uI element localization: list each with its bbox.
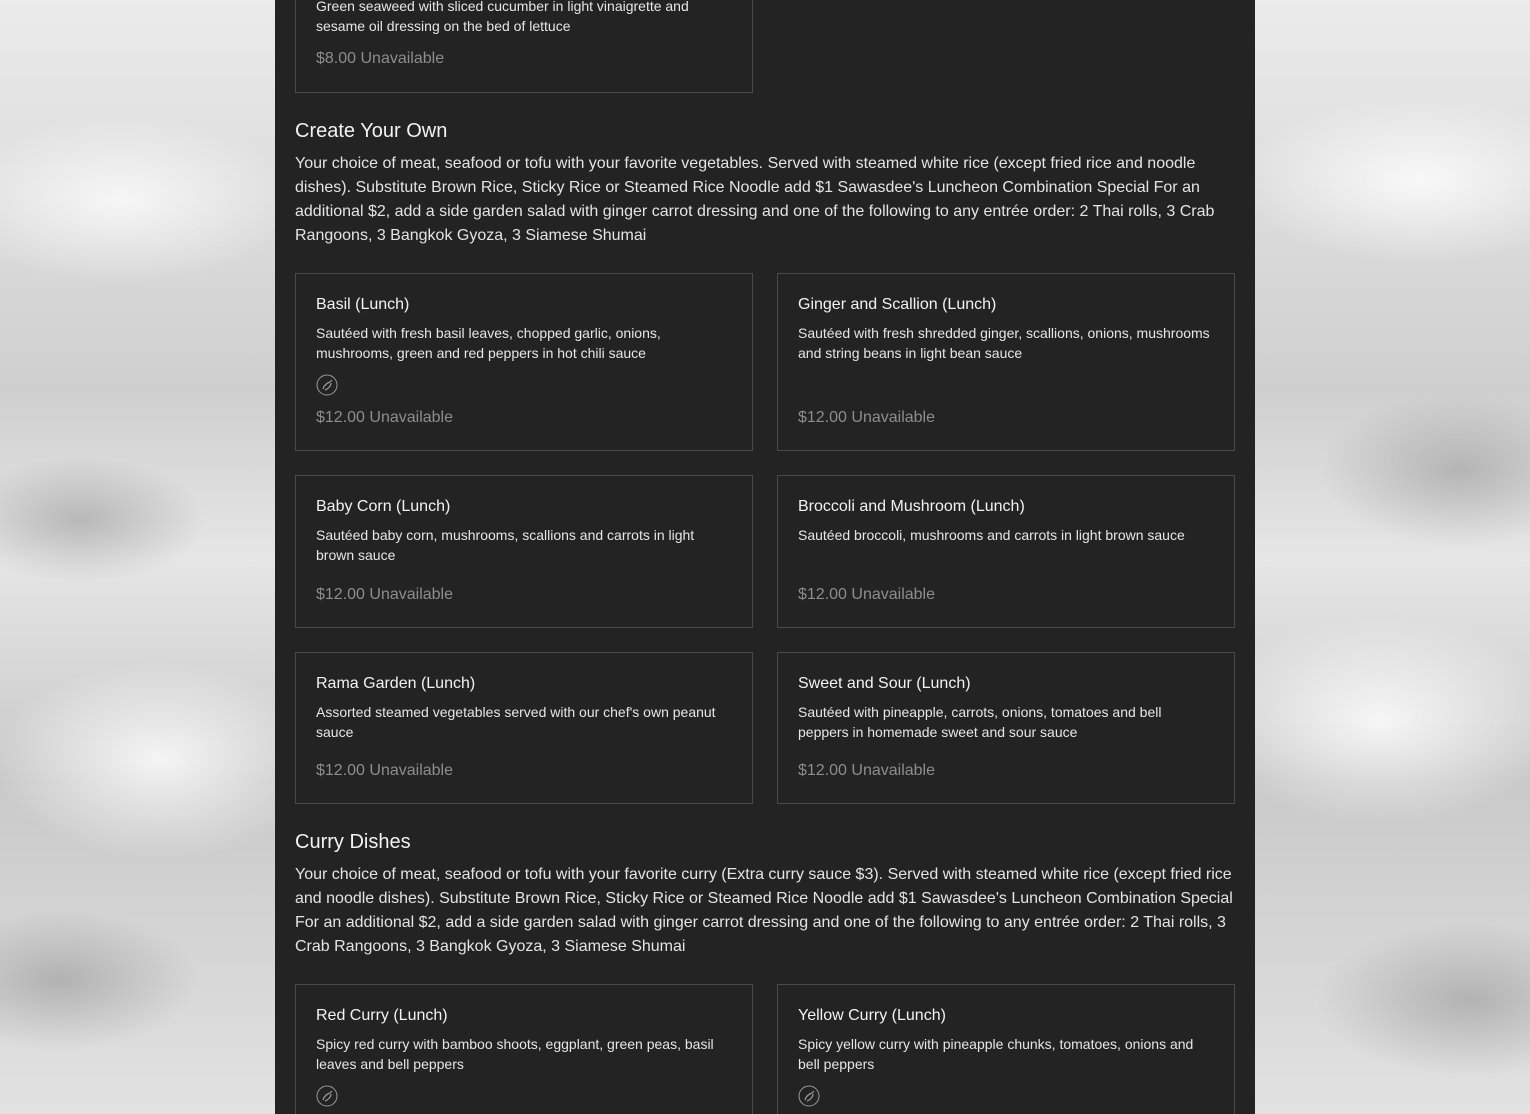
menu-item-card[interactable] [295,984,753,1114]
menu-item-card[interactable] [295,475,753,628]
spicy-pepper-icon [316,1085,338,1107]
section-description: Your choice of meat, seafood or tofu with your favorite curry (Extra curry sauce $3). Served with steamed white rice (except fried rice and noodle dishes). Substitute Brown Rice, Sticky Rice or Steamed Rice Noodle add $1 Sawasdee's Luncheon Combination Special For an additional $2, add a side garden salad with ginger carrot dressing and one of the following to any entrée order: 2 Thai rolls, 3 Crab Rangoons, 3 Bangkok Gyoza, 3 Siamese Shumai [295,866,1233,955]
item-description: Sautéed broccoli, mushrooms and carrots in light brown sauce [798,527,1185,543]
item-price-row [316,408,453,428]
item-status: Unavailable [369,762,453,779]
item-description: Spicy yellow curry with pineapple chunks, tomatoes, onions and bell peppers [798,1036,1194,1072]
section-title: Curry Dishes [295,831,411,853]
item-name: Baby Corn (Lunch) [316,498,451,515]
spicy-pepper-icon [798,1085,820,1107]
menu-item-card[interactable] [777,475,1235,628]
menu-item-card[interactable] [777,273,1235,451]
item-price-row [316,49,444,69]
menu-item-card[interactable] [295,273,753,451]
item-price-row [316,761,453,781]
item-price-row [798,585,935,605]
item-description: Sautéed with fresh basil leaves, chopped garlic, onions, mushrooms, green and red peppers in hot chili sauce [316,325,661,361]
item-status: Unavailable [851,409,935,426]
item-price: $8.00 [316,50,357,67]
item-description: Sautéed with pineapple, carrots, onions, tomatoes and bell peppers in homemade sweet and sour sauce [798,704,1162,740]
item-name: Yellow Curry (Lunch) [798,1007,946,1024]
item-name: Red Curry (Lunch) [316,1007,448,1024]
item-description: Sautéed baby corn, mushrooms, scallions and carrots in light brown sauce [316,527,695,563]
item-price: $12.00 [316,586,365,603]
item-name: Basil (Lunch) [316,296,410,313]
item-name: Rama Garden (Lunch) [316,675,476,692]
section-title: Create Your Own [295,120,448,142]
menu-item-card[interactable] [777,652,1235,804]
item-description: Spicy red curry with bamboo shoots, eggplant, green peas, basil leaves and bell peppers [316,1036,714,1072]
item-price: $12.00 [316,762,365,779]
menu-item-card[interactable] [295,0,753,93]
item-price-row [316,585,453,605]
item-name: Ginger and Scallion (Lunch) [798,296,997,313]
item-name: Sweet and Sour (Lunch) [798,675,971,692]
item-status: Unavailable [851,762,935,779]
item-price: $12.00 [798,409,847,426]
item-price: $12.00 [798,586,847,603]
item-name: Broccoli and Mushroom (Lunch) [798,498,1025,515]
item-description: Sautéed with fresh shredded ginger, scallions, onions, mushrooms and string beans in light bean sauce [798,325,1210,361]
item-price: $12.00 [798,762,847,779]
item-price: $12.00 [316,409,365,426]
menu-item-card[interactable] [777,984,1235,1114]
menu-item-card[interactable] [295,652,753,804]
item-status: Unavailable [369,586,453,603]
item-status: Unavailable [360,50,445,67]
spicy-pepper-icon [316,374,338,396]
item-description: Green seaweed with sliced cucumber in light vinaigrette and sesame oil dressing on the bed of lettuce [316,0,689,34]
item-status: Unavailable [369,409,453,426]
item-description: Assorted steamed vegetables served with our chef's own peanut sauce [316,704,716,740]
section-description: Your choice of meat, seafood or tofu with your favorite vegetables. Served with steamed white rice (except fried rice and noodle dishes). Substitute Brown Rice, Sticky Rice or Steamed Rice Noodle add $1 Sawasdee's Luncheon Combination Special For an additional $2, add a side garden salad with ginger carrot dressing and one of the following to any entrée order: 2 Thai rolls, 3 Crab Rangoons, 3 Bangkok Gyoza, 3 Siamese Shumai [295,155,1215,244]
item-status: Unavailable [851,586,935,603]
item-price-row [798,761,935,781]
item-price-row [798,408,935,428]
menu-panel [275,0,1255,1114]
